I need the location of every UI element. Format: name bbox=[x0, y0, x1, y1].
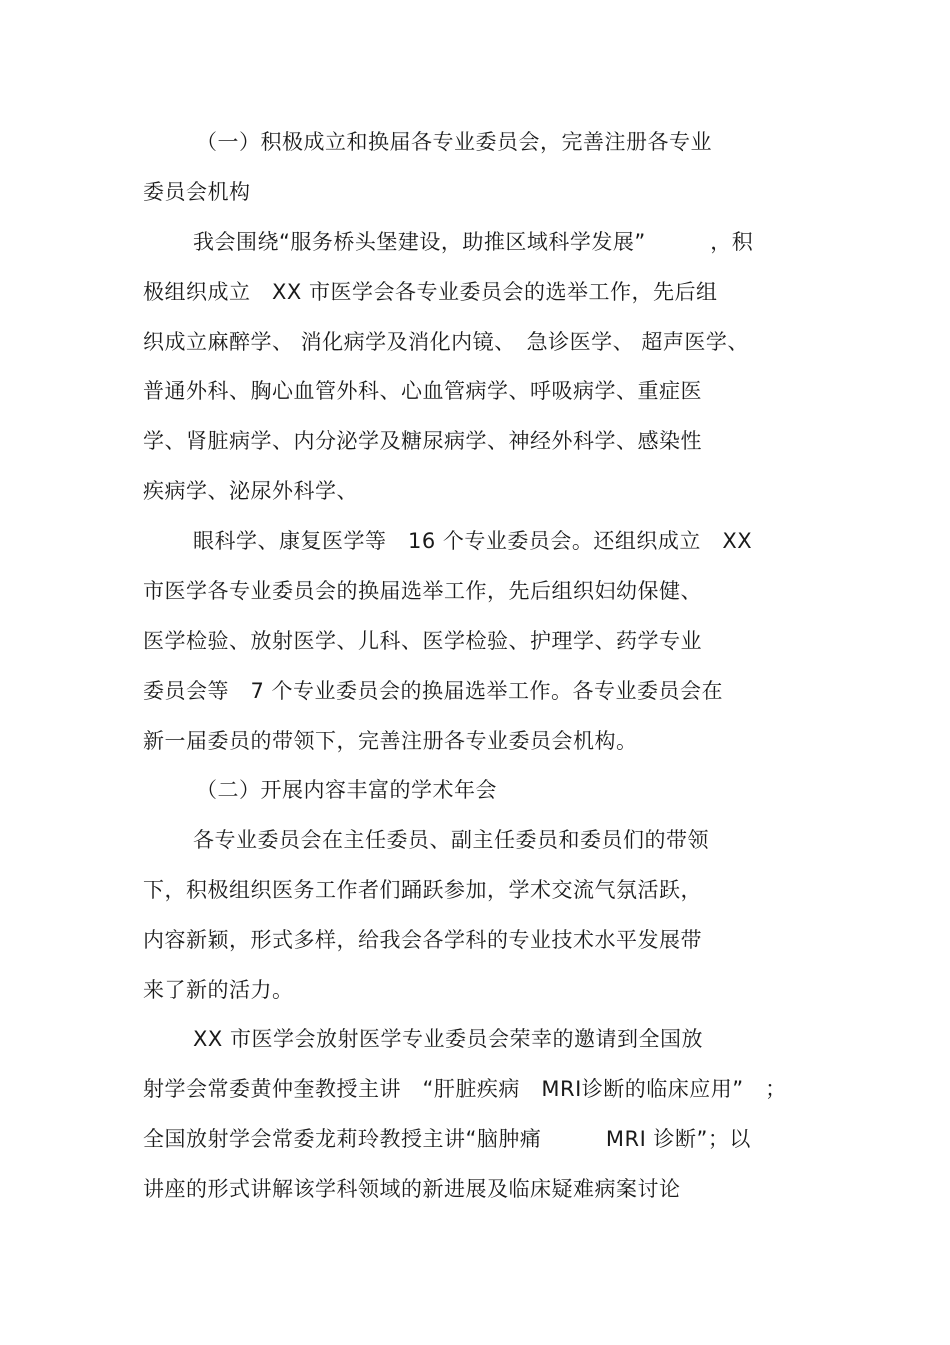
text-line: 眼科学、康复医学等 16 个专业委员会。还组织成立 XX bbox=[193, 529, 753, 553]
text-line: 市医学各专业委员会的换届选举工作，先后组织妇幼保健、 bbox=[143, 579, 702, 603]
text-line: 射学会常委黄仲奎教授主讲 “肝脏疾病 MRI诊断的临床应用” ； bbox=[143, 1077, 787, 1101]
text-line: 讲座的形式讲解该学科领域的新进展及临床疑难病案讨论 bbox=[143, 1177, 681, 1201]
section-heading-1: （一）积极成立和换届各专业委员会，完善注册各专业 bbox=[196, 130, 712, 154]
text-line: 委员会等 7 个专业委员会的换届选举工作。各专业委员会在 bbox=[143, 679, 724, 703]
text-line: 来了新的活力。 bbox=[143, 978, 294, 1002]
text-line: 各专业委员会在主任委员、副主任委员和委员们的带领 bbox=[193, 828, 709, 852]
text-line: 全国放射学会常委龙莉玲教授主讲“脑肿痛 MRI 诊断”；以 bbox=[143, 1127, 751, 1151]
text-line: 委员会机构 bbox=[143, 180, 251, 204]
text-line: XX 市医学会放射医学专业委员会荣幸的邀请到全国放 bbox=[193, 1027, 703, 1051]
section-heading-2: （二）开展内容丰富的学术年会 bbox=[196, 778, 497, 802]
text-line: 织成立麻醉学、 消化病学及消化内镜、 急诊医学、 超声医学、 bbox=[143, 330, 749, 354]
text-line: 新一届委员的带领下，完善注册各专业委员会机构。 bbox=[143, 729, 638, 753]
text-line: 学、肾脏病学、内分泌学及糖尿病学、神经外科学、感染性 bbox=[143, 429, 702, 453]
text-line: 疾病学、泌尿外科学、 bbox=[143, 479, 358, 503]
text-line: 我会围绕“服务桥头堡建设，助推区域科学发展” ，积 bbox=[193, 230, 754, 254]
text-line: 普通外科、胸心血管外科、心血管病学、呼吸病学、重症医 bbox=[143, 379, 702, 403]
text-line: 下，积极组织医务工作者们踊跃参加，学术交流气氛活跃， bbox=[143, 878, 702, 902]
text-line: 极组织成立 XX 市医学会各专业委员会的选举工作，先后组 bbox=[143, 280, 718, 304]
text-line: 内容新颖，形式多样，给我会各学科的专业技术水平发展带 bbox=[143, 928, 702, 952]
text-line: 医学检验、放射医学、儿科、医学检验、护理学、药学专业 bbox=[143, 629, 702, 653]
